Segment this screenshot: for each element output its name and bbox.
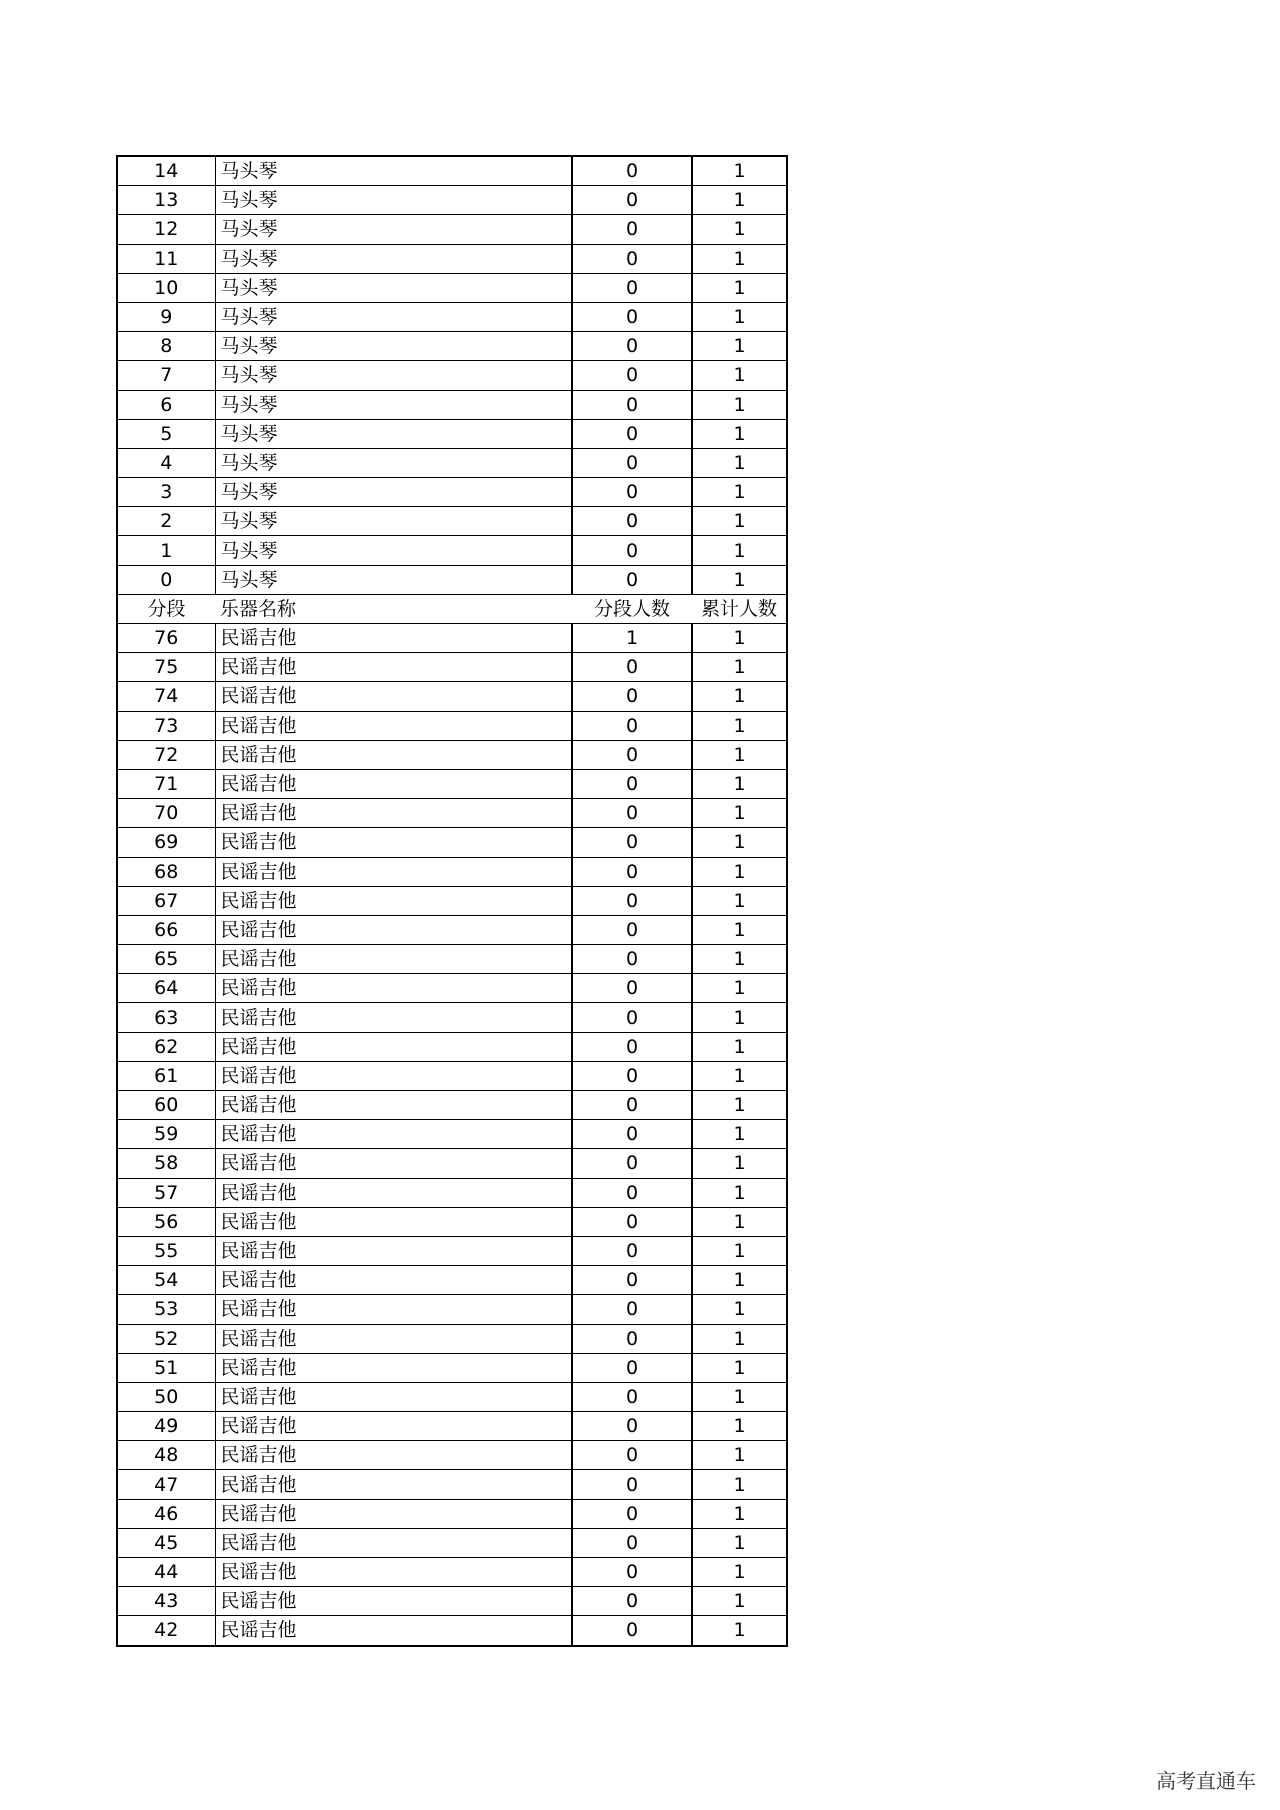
- table-row: [117, 1528, 787, 1557]
- score-cell: 69: [117, 828, 215, 857]
- segment-count-cell: 0: [572, 332, 692, 361]
- header-instrument-cell: 乐器名称: [215, 594, 572, 623]
- cumulative-count-cell: 1: [692, 565, 787, 594]
- cumulative-count-cell: 1: [692, 711, 787, 740]
- table-row: [117, 915, 787, 944]
- instrument-cell: 马头琴: [215, 565, 572, 594]
- segment-count-cell: 0: [572, 1470, 692, 1499]
- segment-count-cell: 0: [572, 653, 692, 682]
- segment-count-cell: 0: [572, 769, 692, 798]
- table-row: [117, 1120, 787, 1149]
- cumulative-count-cell: 1: [692, 273, 787, 302]
- segment-count-cell: 0: [572, 448, 692, 477]
- table-body: [117, 156, 787, 1646]
- cumulative-count-cell: 1: [692, 302, 787, 331]
- instrument-cell: 民谣吉他: [215, 945, 572, 974]
- instrument-cell: 民谣吉他: [215, 624, 572, 653]
- instrument-cell: 民谣吉他: [215, 711, 572, 740]
- cumulative-count-cell: 1: [692, 740, 787, 769]
- table-row: [117, 1091, 787, 1120]
- segment-count-cell: 0: [572, 915, 692, 944]
- table-row: [117, 1061, 787, 1090]
- segment-count-cell: 0: [572, 1295, 692, 1324]
- cumulative-count-cell: 1: [692, 1470, 787, 1499]
- cumulative-count-cell: 1: [692, 419, 787, 448]
- table-row: [117, 565, 787, 594]
- table-row: [117, 711, 787, 740]
- instrument-cell: 民谣吉他: [215, 857, 572, 886]
- instrument-cell: 马头琴: [215, 361, 572, 390]
- table-row: [117, 273, 787, 302]
- cumulative-count-cell: 1: [692, 215, 787, 244]
- table-row: [117, 507, 787, 536]
- segment-count-cell: 0: [572, 1412, 692, 1441]
- segment-count-cell: 0: [572, 1353, 692, 1382]
- table-row: [117, 740, 787, 769]
- score-cell: 42: [117, 1616, 215, 1646]
- cumulative-count-cell: 1: [692, 1353, 787, 1382]
- score-cell: 51: [117, 1353, 215, 1382]
- instrument-cell: 民谣吉他: [215, 915, 572, 944]
- segment-count-cell: 0: [572, 857, 692, 886]
- segment-count-cell: 0: [572, 273, 692, 302]
- instrument-cell: 马头琴: [215, 273, 572, 302]
- score-cell: 43: [117, 1587, 215, 1616]
- table-row: [117, 478, 787, 507]
- score-cell: 60: [117, 1091, 215, 1120]
- table-row: [117, 156, 787, 186]
- table-row: [117, 886, 787, 915]
- instrument-cell: 民谣吉他: [215, 1412, 572, 1441]
- table-row: [117, 769, 787, 798]
- instrument-cell: 民谣吉他: [215, 1499, 572, 1528]
- instrument-cell: 民谣吉他: [215, 1324, 572, 1353]
- table-row: [117, 536, 787, 565]
- instrument-cell: 马头琴: [215, 419, 572, 448]
- table-row: [117, 390, 787, 419]
- instrument-cell: 民谣吉他: [215, 828, 572, 857]
- segment-count-cell: 0: [572, 974, 692, 1003]
- segment-count-cell: 0: [572, 740, 692, 769]
- table-row: [117, 448, 787, 477]
- table-row: [117, 1266, 787, 1295]
- table-row: [117, 945, 787, 974]
- segment-count-cell: 0: [572, 1528, 692, 1557]
- cumulative-count-cell: 1: [692, 974, 787, 1003]
- score-cell: 12: [117, 215, 215, 244]
- table-row: [117, 1353, 787, 1382]
- segment-count-cell: 0: [572, 419, 692, 448]
- score-cell: 71: [117, 769, 215, 798]
- segment-count-cell: 0: [572, 1382, 692, 1411]
- segment-count-cell: 0: [572, 682, 692, 711]
- score-cell: 57: [117, 1178, 215, 1207]
- cumulative-count-cell: 1: [692, 1032, 787, 1061]
- score-cell: 66: [117, 915, 215, 944]
- segment-count-cell: 0: [572, 156, 692, 186]
- cumulative-count-cell: 1: [692, 1382, 787, 1411]
- cumulative-count-cell: 1: [692, 448, 787, 477]
- score-cell: 13: [117, 186, 215, 215]
- score-cell: 5: [117, 419, 215, 448]
- instrument-cell: 马头琴: [215, 186, 572, 215]
- segment-count-cell: 0: [572, 799, 692, 828]
- instrument-cell: 民谣吉他: [215, 1616, 572, 1646]
- segment-count-cell: 0: [572, 478, 692, 507]
- table-row: [117, 857, 787, 886]
- table-row: [117, 302, 787, 331]
- cumulative-count-cell: 1: [692, 1499, 787, 1528]
- segment-count-cell: 0: [572, 1587, 692, 1616]
- instrument-cell: 民谣吉他: [215, 1353, 572, 1382]
- instrument-cell: 民谣吉他: [215, 1061, 572, 1090]
- cumulative-count-cell: 1: [692, 390, 787, 419]
- score-cell: 4: [117, 448, 215, 477]
- table-row: [117, 828, 787, 857]
- instrument-cell: 民谣吉他: [215, 1207, 572, 1236]
- score-cell: 10: [117, 273, 215, 302]
- segment-count-cell: 0: [572, 1616, 692, 1646]
- cumulative-count-cell: 1: [692, 799, 787, 828]
- score-cell: 45: [117, 1528, 215, 1557]
- cumulative-count-cell: 1: [692, 156, 787, 186]
- segment-count-cell: 0: [572, 1091, 692, 1120]
- instrument-cell: 马头琴: [215, 448, 572, 477]
- cumulative-count-cell: 1: [692, 1587, 787, 1616]
- instrument-cell: 民谣吉他: [215, 974, 572, 1003]
- instrument-cell: 民谣吉他: [215, 653, 572, 682]
- table-row: [117, 974, 787, 1003]
- instrument-cell: 民谣吉他: [215, 1178, 572, 1207]
- score-cell: 56: [117, 1207, 215, 1236]
- header-segment-count-cell: 分段人数: [572, 594, 692, 623]
- score-cell: 6: [117, 390, 215, 419]
- segment-count-cell: 0: [572, 244, 692, 273]
- segment-count-cell: 0: [572, 1178, 692, 1207]
- score-cell: 74: [117, 682, 215, 711]
- instrument-cell: 马头琴: [215, 478, 572, 507]
- segment-count-cell: 0: [572, 1236, 692, 1265]
- score-cell: 55: [117, 1236, 215, 1265]
- table-header-row: [117, 594, 787, 623]
- cumulative-count-cell: 1: [692, 886, 787, 915]
- instrument-cell: 民谣吉他: [215, 769, 572, 798]
- watermark: 高考直通车: [1156, 1769, 1256, 1793]
- table-row: [117, 1558, 787, 1587]
- cumulative-count-cell: 1: [692, 1236, 787, 1265]
- cumulative-count-cell: 1: [692, 1441, 787, 1470]
- instrument-cell: 民谣吉他: [215, 1470, 572, 1499]
- cumulative-count-cell: 1: [692, 1528, 787, 1557]
- score-cell: 3: [117, 478, 215, 507]
- score-distribution-table: [116, 155, 788, 1647]
- table-row: [117, 1499, 787, 1528]
- table-row: [117, 653, 787, 682]
- instrument-cell: 马头琴: [215, 215, 572, 244]
- table-row: [117, 1441, 787, 1470]
- score-cell: 65: [117, 945, 215, 974]
- cumulative-count-cell: 1: [692, 769, 787, 798]
- score-cell: 73: [117, 711, 215, 740]
- table-row: [117, 186, 787, 215]
- score-cell: 52: [117, 1324, 215, 1353]
- segment-count-cell: 0: [572, 1324, 692, 1353]
- score-cell: 44: [117, 1558, 215, 1587]
- cumulative-count-cell: 1: [692, 915, 787, 944]
- instrument-cell: 马头琴: [215, 302, 572, 331]
- cumulative-count-cell: 1: [692, 1558, 787, 1587]
- table-row: [117, 1003, 787, 1032]
- cumulative-count-cell: 1: [692, 1178, 787, 1207]
- cumulative-count-cell: 1: [692, 1412, 787, 1441]
- score-cell: 63: [117, 1003, 215, 1032]
- score-cell: 62: [117, 1032, 215, 1061]
- score-cell: 61: [117, 1061, 215, 1090]
- cumulative-count-cell: 1: [692, 828, 787, 857]
- cumulative-count-cell: 1: [692, 361, 787, 390]
- cumulative-count-cell: 1: [692, 478, 787, 507]
- score-cell: 14: [117, 156, 215, 186]
- score-cell: 68: [117, 857, 215, 886]
- instrument-cell: 民谣吉他: [215, 1587, 572, 1616]
- segment-count-cell: 0: [572, 1120, 692, 1149]
- score-cell: 75: [117, 653, 215, 682]
- cumulative-count-cell: 1: [692, 1266, 787, 1295]
- segment-count-cell: 0: [572, 390, 692, 419]
- cumulative-count-cell: 1: [692, 653, 787, 682]
- cumulative-count-cell: 1: [692, 1149, 787, 1178]
- segment-count-cell: 0: [572, 945, 692, 974]
- score-cell: 47: [117, 1470, 215, 1499]
- cumulative-count-cell: 1: [692, 1120, 787, 1149]
- cumulative-count-cell: 1: [692, 1003, 787, 1032]
- cumulative-count-cell: 1: [692, 1061, 787, 1090]
- score-cell: 59: [117, 1120, 215, 1149]
- table-row: [117, 419, 787, 448]
- instrument-cell: 民谣吉他: [215, 1295, 572, 1324]
- score-cell: 49: [117, 1412, 215, 1441]
- score-cell: 46: [117, 1499, 215, 1528]
- score-cell: 1: [117, 536, 215, 565]
- score-cell: 9: [117, 302, 215, 331]
- instrument-cell: 民谣吉他: [215, 1032, 572, 1061]
- instrument-cell: 民谣吉他: [215, 886, 572, 915]
- instrument-cell: 马头琴: [215, 156, 572, 186]
- score-cell: 70: [117, 799, 215, 828]
- cumulative-count-cell: 1: [692, 186, 787, 215]
- table-row: [117, 1412, 787, 1441]
- segment-count-cell: 0: [572, 565, 692, 594]
- score-cell: 72: [117, 740, 215, 769]
- instrument-cell: 马头琴: [215, 536, 572, 565]
- segment-count-cell: 0: [572, 711, 692, 740]
- instrument-cell: 民谣吉他: [215, 740, 572, 769]
- segment-count-cell: 0: [572, 1003, 692, 1032]
- cumulative-count-cell: 1: [692, 244, 787, 273]
- segment-count-cell: 0: [572, 1149, 692, 1178]
- header-cumulative-count-cell: 累计人数: [692, 594, 787, 623]
- table-row: [117, 1470, 787, 1499]
- score-cell: 53: [117, 1295, 215, 1324]
- instrument-cell: 民谣吉他: [215, 799, 572, 828]
- instrument-cell: 民谣吉他: [215, 1441, 572, 1470]
- cumulative-count-cell: 1: [692, 1091, 787, 1120]
- score-cell: 67: [117, 886, 215, 915]
- table-row: [117, 361, 787, 390]
- table-row: [117, 1207, 787, 1236]
- cumulative-count-cell: 1: [692, 1324, 787, 1353]
- cumulative-count-cell: 1: [692, 945, 787, 974]
- segment-count-cell: 0: [572, 186, 692, 215]
- segment-count-cell: 1: [572, 624, 692, 653]
- score-cell: 48: [117, 1441, 215, 1470]
- cumulative-count-cell: 1: [692, 857, 787, 886]
- instrument-cell: 马头琴: [215, 507, 572, 536]
- score-cell: 2: [117, 507, 215, 536]
- table-row: [117, 1324, 787, 1353]
- segment-count-cell: 0: [572, 1207, 692, 1236]
- table-row: [117, 1587, 787, 1616]
- instrument-cell: 马头琴: [215, 244, 572, 273]
- table-row: [117, 624, 787, 653]
- score-cell: 11: [117, 244, 215, 273]
- instrument-cell: 民谣吉他: [215, 1091, 572, 1120]
- cumulative-count-cell: 1: [692, 507, 787, 536]
- segment-count-cell: 0: [572, 1061, 692, 1090]
- segment-count-cell: 0: [572, 215, 692, 244]
- header-score-cell: 分段: [117, 594, 215, 623]
- score-cell: 64: [117, 974, 215, 1003]
- cumulative-count-cell: 1: [692, 332, 787, 361]
- table-row: [117, 682, 787, 711]
- table-row: [117, 1236, 787, 1265]
- score-cell: 0: [117, 565, 215, 594]
- segment-count-cell: 0: [572, 828, 692, 857]
- cumulative-count-cell: 1: [692, 624, 787, 653]
- segment-count-cell: 0: [572, 1266, 692, 1295]
- instrument-cell: 马头琴: [215, 332, 572, 361]
- table-row: [117, 1295, 787, 1324]
- segment-count-cell: 0: [572, 1558, 692, 1587]
- score-cell: 50: [117, 1382, 215, 1411]
- segment-count-cell: 0: [572, 1441, 692, 1470]
- instrument-cell: 民谣吉他: [215, 1558, 572, 1587]
- instrument-cell: 民谣吉他: [215, 1149, 572, 1178]
- score-cell: 58: [117, 1149, 215, 1178]
- table-row: [117, 1149, 787, 1178]
- segment-count-cell: 0: [572, 361, 692, 390]
- table-row: [117, 1382, 787, 1411]
- instrument-cell: 民谣吉他: [215, 1236, 572, 1265]
- cumulative-count-cell: 1: [692, 1207, 787, 1236]
- score-cell: 54: [117, 1266, 215, 1295]
- cumulative-count-cell: 1: [692, 1616, 787, 1646]
- segment-count-cell: 0: [572, 507, 692, 536]
- table-row: [117, 1178, 787, 1207]
- instrument-cell: 民谣吉他: [215, 1382, 572, 1411]
- instrument-cell: 马头琴: [215, 390, 572, 419]
- table-row: [117, 332, 787, 361]
- cumulative-count-cell: 1: [692, 682, 787, 711]
- table-row: [117, 1616, 787, 1646]
- score-cell: 7: [117, 361, 215, 390]
- instrument-cell: 民谣吉他: [215, 1120, 572, 1149]
- table-row: [117, 799, 787, 828]
- table-row: [117, 244, 787, 273]
- segment-count-cell: 0: [572, 1499, 692, 1528]
- instrument-cell: 民谣吉他: [215, 1528, 572, 1557]
- instrument-cell: 民谣吉他: [215, 1003, 572, 1032]
- instrument-cell: 民谣吉他: [215, 682, 572, 711]
- table-row: [117, 1032, 787, 1061]
- cumulative-count-cell: 1: [692, 536, 787, 565]
- instrument-cell: 民谣吉他: [215, 1266, 572, 1295]
- segment-count-cell: 0: [572, 302, 692, 331]
- cumulative-count-cell: 1: [692, 1295, 787, 1324]
- score-cell: 76: [117, 624, 215, 653]
- table-row: [117, 215, 787, 244]
- score-cell: 8: [117, 332, 215, 361]
- segment-count-cell: 0: [572, 536, 692, 565]
- segment-count-cell: 0: [572, 886, 692, 915]
- segment-count-cell: 0: [572, 1032, 692, 1061]
